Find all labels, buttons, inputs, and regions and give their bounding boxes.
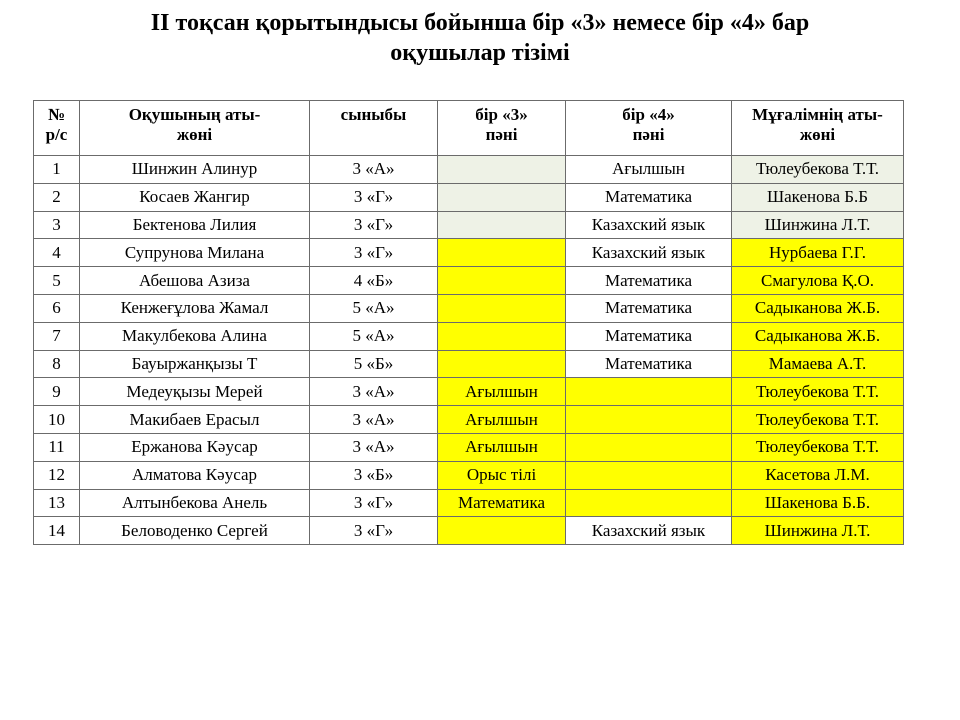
title-line-1: II тоқсан қорытындысы бойынша бір «3» немесе бір «4» бар xyxy=(150,10,810,36)
table-row xyxy=(34,239,904,267)
table-row xyxy=(34,211,904,239)
cell-student-name: Медеуқызы Мерей xyxy=(80,378,310,406)
cell-student-name: Алматова Кәусар xyxy=(80,461,310,489)
cell-grade4-subject xyxy=(566,433,732,461)
cell-grade4-subject xyxy=(566,461,732,489)
cell-grade4-subject: Математика xyxy=(566,322,732,350)
cell-number: 3 xyxy=(34,211,80,239)
cell-class: 4 «Б» xyxy=(310,267,438,295)
cell-grade3-subject xyxy=(438,517,566,545)
cell-number: 11 xyxy=(34,433,80,461)
table-row xyxy=(34,517,904,545)
table-row xyxy=(34,267,904,295)
cell-student-name: Косаев Жангир xyxy=(80,183,310,211)
table-row xyxy=(34,489,904,517)
cell-teacher: Тюлеубекова Т.Т. xyxy=(732,156,904,184)
cell-class: 3 «А» xyxy=(310,406,438,434)
cell-grade4-subject: Казахский язык xyxy=(566,239,732,267)
cell-class: 3 «Г» xyxy=(310,183,438,211)
cell-teacher: Тюлеубекова Т.Т. xyxy=(732,406,904,434)
table-row xyxy=(34,433,904,461)
header-number: № р/с xyxy=(34,101,80,156)
header-grade3-subject: бір «3» пәні xyxy=(438,101,566,156)
cell-student-name: Ержанова Кәусар xyxy=(80,433,310,461)
cell-grade4-subject xyxy=(566,378,732,406)
cell-student-name: Макулбекова Алина xyxy=(80,322,310,350)
cell-number: 4 xyxy=(34,239,80,267)
students-table xyxy=(33,100,904,545)
table-row xyxy=(34,183,904,211)
table-row xyxy=(34,378,904,406)
cell-teacher: Мамаева А.Т. xyxy=(732,350,904,378)
cell-number: 12 xyxy=(34,461,80,489)
header-teacher: Мұғалімнің аты- жөні xyxy=(732,101,904,156)
cell-class: 3 «А» xyxy=(310,433,438,461)
table-row xyxy=(34,350,904,378)
cell-grade3-subject xyxy=(438,350,566,378)
cell-student-name: Алтынбекова Анель xyxy=(80,489,310,517)
cell-class: 3 «Г» xyxy=(310,211,438,239)
cell-grade4-subject: Казахский язык xyxy=(566,211,732,239)
cell-grade4-subject: Математика xyxy=(566,350,732,378)
cell-grade4-subject: Казахский язык xyxy=(566,517,732,545)
cell-grade3-subject: Ағылшын xyxy=(438,433,566,461)
cell-number: 10 xyxy=(34,406,80,434)
cell-grade3-subject xyxy=(438,294,566,322)
cell-grade3-subject xyxy=(438,322,566,350)
cell-teacher: Шинжина Л.Т. xyxy=(732,517,904,545)
cell-grade3-subject: Орыс тілі xyxy=(438,461,566,489)
cell-student-name: Шинжин Алинур xyxy=(80,156,310,184)
cell-class: 5 «А» xyxy=(310,294,438,322)
cell-grade3-subject: Ағылшын xyxy=(438,378,566,406)
cell-number: 1 xyxy=(34,156,80,184)
cell-number: 8 xyxy=(34,350,80,378)
cell-number: 2 xyxy=(34,183,80,211)
title-line-2: оқушылар тізімі xyxy=(390,40,570,66)
cell-number: 13 xyxy=(34,489,80,517)
cell-number: 6 xyxy=(34,294,80,322)
cell-grade4-subject: Ағылшын xyxy=(566,156,732,184)
cell-number: 14 xyxy=(34,517,80,545)
cell-grade4-subject xyxy=(566,489,732,517)
cell-number: 7 xyxy=(34,322,80,350)
cell-teacher: Тюлеубекова Т.Т. xyxy=(732,433,904,461)
cell-teacher: Шинжина Л.Т. xyxy=(732,211,904,239)
cell-grade4-subject: Математика xyxy=(566,294,732,322)
table-row xyxy=(34,322,904,350)
cell-grade3-subject xyxy=(438,239,566,267)
cell-student-name: Супрунова Милана xyxy=(80,239,310,267)
cell-class: 3 «Г» xyxy=(310,517,438,545)
cell-class: 3 «А» xyxy=(310,378,438,406)
cell-student-name: Абешова Азиза xyxy=(80,267,310,295)
cell-number: 5 xyxy=(34,267,80,295)
cell-grade3-subject xyxy=(438,211,566,239)
cell-student-name: Макибаев Ерасыл xyxy=(80,406,310,434)
cell-grade3-subject: Математика xyxy=(438,489,566,517)
cell-grade3-subject xyxy=(438,267,566,295)
header-row xyxy=(34,101,904,156)
header-grade4-subject: бір «4» пәні xyxy=(566,101,732,156)
cell-class: 3 «Г» xyxy=(310,489,438,517)
cell-class: 3 «Б» xyxy=(310,461,438,489)
table-row xyxy=(34,406,904,434)
page-title xyxy=(40,8,920,68)
cell-grade4-subject: Математика xyxy=(566,267,732,295)
header-class: сыныбы xyxy=(310,101,438,156)
cell-class: 5 «Б» xyxy=(310,350,438,378)
cell-student-name: Бауыржанқызы Т xyxy=(80,350,310,378)
table-row xyxy=(34,294,904,322)
cell-grade3-subject xyxy=(438,156,566,184)
cell-teacher: Садыканова Ж.Б. xyxy=(732,322,904,350)
cell-class: 3 «Г» xyxy=(310,239,438,267)
cell-grade3-subject xyxy=(438,183,566,211)
table-row xyxy=(34,156,904,184)
cell-teacher: Садыканова Ж.Б. xyxy=(732,294,904,322)
cell-grade3-subject: Ағылшын xyxy=(438,406,566,434)
cell-number: 9 xyxy=(34,378,80,406)
cell-student-name: Беловоденко Сергей xyxy=(80,517,310,545)
cell-teacher: Смагулова Қ.О. xyxy=(732,267,904,295)
cell-student-name: Кенжеғұлова Жамал xyxy=(80,294,310,322)
cell-class: 3 «А» xyxy=(310,156,438,184)
cell-teacher: Касетова Л.М. xyxy=(732,461,904,489)
table-row xyxy=(34,461,904,489)
cell-student-name: Бектенова Лилия xyxy=(80,211,310,239)
cell-grade4-subject: Математика xyxy=(566,183,732,211)
cell-grade4-subject xyxy=(566,406,732,434)
cell-class: 5 «А» xyxy=(310,322,438,350)
header-student-name: Оқушының аты- жөні xyxy=(80,101,310,156)
cell-teacher: Шакенова Б.Б. xyxy=(732,489,904,517)
cell-teacher: Шакенова Б.Б xyxy=(732,183,904,211)
cell-teacher: Тюлеубекова Т.Т. xyxy=(732,378,904,406)
cell-teacher: Нурбаева Г.Г. xyxy=(732,239,904,267)
